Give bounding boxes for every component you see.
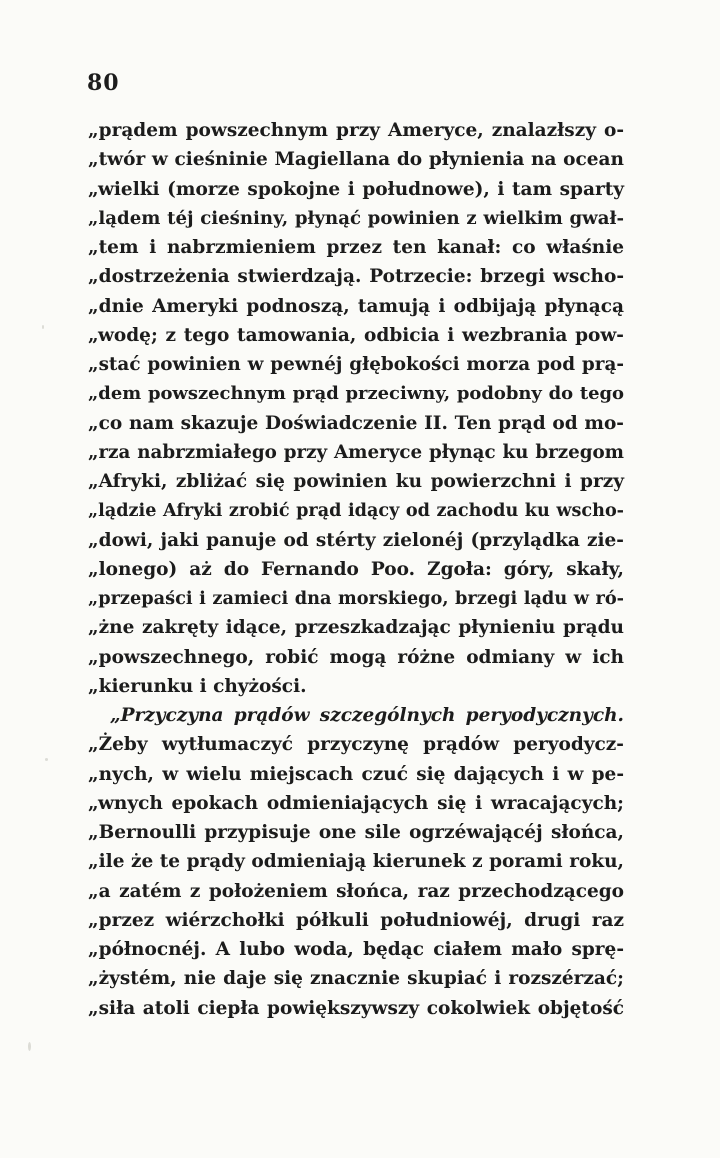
text-line: „a zatém z położeniem słońca, raz przechodzącego (88, 880, 624, 902)
text-line: „wielki (morze spokojne i połudnowe), i tam sparty (88, 178, 624, 200)
text-line: „żystém, nie daje się znacznie skupiać i rozszérzać; (88, 968, 624, 990)
text-line: „dnie Ameryki podnoszą, tamują i odbijają płynącą (88, 295, 624, 317)
text-line: „żne zakręty idące, przeszkadzając płynieniu prądu (88, 617, 624, 639)
text-line: „co nam skazuje Doświadczenie II. Ten prąd od mo- (88, 412, 624, 434)
text-line: „tem i nabrzmieniem przez ten kanał: co właśnie (88, 237, 624, 258)
section-heading: „Przyczyna prądów szczególnych peryodycznych. (110, 705, 624, 726)
text-line: „twór w cieśninie Magiellana do płynienia na ocean (88, 149, 624, 171)
text-line: „dowi, jaki panuje od stérty zielonéj (przylądka zie- (88, 529, 624, 551)
text-line: „lonego) aż do Fernando Poo. Zgoła: góry, skały, (88, 558, 624, 580)
text-line: „lądem téj cieśniny, płynąć powinien z wielkim gwał- (88, 207, 624, 229)
paper-speck (45, 758, 48, 761)
text-line: „kierunku i chyżości. (88, 675, 307, 697)
text-line: „nych, w wielu miejscach czuć się dających i w pe- (88, 763, 624, 785)
text-line: „siła atoli ciepła powiększywszy cokolwiek objętość (88, 997, 624, 1019)
text-line: „Żeby wytłumaczyć przyczynę prądów peryodycz- (88, 734, 624, 756)
text-line: „powszechnego, robić mogą różne odmiany w ich (88, 646, 624, 668)
text-line: „rza nabrzmiałego przy Ameryce płynąc ku brzegom (88, 441, 624, 463)
text-line: „lądzie Afryki zrobić prąd idący od zachodu ku wscho- (88, 500, 624, 522)
text-line: „wnych epokach odmieniających się i wracających; (88, 792, 624, 814)
text-line: „ile że te prądy odmieniają kierunek z porami roku, (88, 851, 624, 873)
paper-speck (42, 325, 44, 329)
text-line: „dem powszechnym prąd przeciwny, podobny do tego (88, 383, 624, 405)
text-line: „prądem powszechnym przy Ameryce, znalazłszy o- (88, 120, 624, 141)
text-line: „północnéj. A lubo woda, będąc ciałem mało sprę- (88, 939, 624, 960)
text-line: „stać powinien w pewnéj głębokości morza pod prą- (88, 354, 624, 375)
text-line: „Afryki, zbliżać się powinien ku powierzchni i przy (88, 471, 624, 492)
page-number: 80 (87, 70, 120, 96)
paper-speck (28, 1042, 31, 1051)
text-line: „przez wiérzchołki półkuli południowéj, drugi raz (88, 909, 624, 931)
text-line: „Bernoulli przypisuje one sile ogrzéwającéj słońca, (88, 822, 624, 843)
text-line: „przepaści i zamieci dna morskiego, brzegi lądu w ró- (88, 588, 624, 609)
text-line: „dostrzeżenia stwierdzają. Potrzecie: brzegi wscho- (88, 266, 624, 288)
text-line: „wodę; z tego tamowania, odbicia i wezbrania pow- (88, 324, 624, 346)
page-text (88, 116, 624, 1023)
